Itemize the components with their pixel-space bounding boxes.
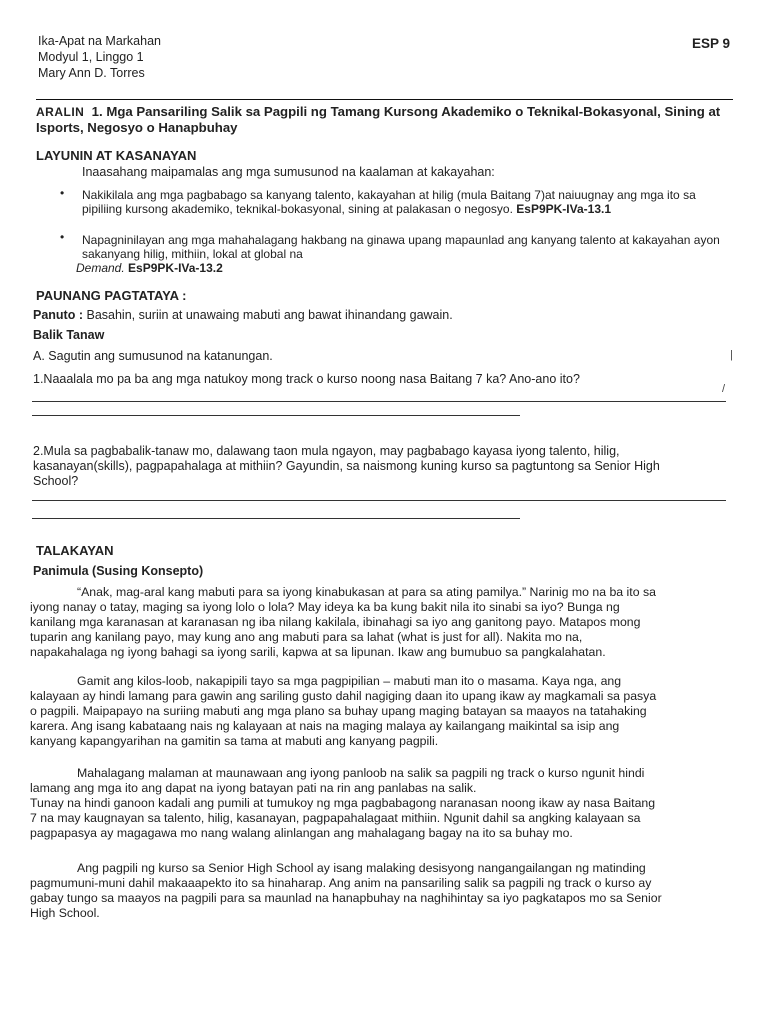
paragraph-2	[30, 674, 730, 749]
subject-code: ESP 9	[691, 36, 730, 51]
paragraph-line: iyong nanay o tatay, maging sa iyong lolo o lola? May ideya ka ba kung bakit nila ito sinabi sa iyo? Bunga ng	[30, 600, 620, 614]
lesson-title	[36, 104, 736, 135]
author-name: Mary Ann D. Torres	[38, 66, 145, 80]
question-2-line-2: kasanayan(skills), pagpapahalaga at mithiin? Gayundin, sa naismong kuning kurso sa pagtuntong sa Senior High	[33, 459, 660, 473]
paragraph-line: Ang pagpili ng kurso sa Senior High School ay isang malaking desisyong nangangailangan ng matinding	[77, 861, 646, 875]
paragraph-line: pagpapasya ay magagawa mo nang walang alinlangan ang mahalagang bagay na ito sa buhay mo.	[30, 826, 573, 840]
paragraph-line: kanyang kapangyarihan na gamitin sa tama at mabuti ang kanyang pagpili.	[30, 734, 439, 748]
question-2-line-3: School?	[33, 474, 79, 488]
objective-item-2	[82, 233, 722, 261]
paragraph-line: lamang ang mga ito ang dapat na iyong batayan pati na rin ang panlabas na salik.	[30, 781, 477, 795]
question-2	[33, 444, 733, 489]
objective-item-1-code: EsP9PK-IVa-13.1	[516, 202, 612, 216]
directions-text: Basahin, suriin at unawaing mabuti ang bawat ihinandang gawain.	[86, 308, 453, 322]
answer-line[interactable]	[32, 500, 726, 501]
paragraph-4	[30, 861, 730, 921]
discussion-subheading: Panimula (Susing Konsepto)	[33, 564, 204, 578]
objectives-intro: Inaasahang maipamalas ang mga sumusunod na kaalaman at kakayahan:	[82, 165, 495, 179]
margin-mark: /	[722, 383, 726, 395]
paragraph-line: o pagpili. Maipapayo na suriing mabuti ang mga plano sa buhay upang maging batayan sa maayos na tatahaking	[30, 704, 647, 718]
paragraph-line: karera. Ang isang kabataang nais ng kalayaan at nais na maging malaya ay kailangang maikintal sa isip ang	[30, 719, 620, 733]
paragraph-line: Gamit ang kilos-loob, nakapipili tayo sa mga pagpipilian – mabuti man ito o masama. Kaya nga, ang	[77, 674, 622, 688]
paragraph-line: napakahalaga ng iyong bahagi sa iyong sarili, kapwa at sa lipunan. Ikaw ang bumubuo sa pangkalahatan.	[30, 645, 606, 659]
objective-item-1-text: Nakikilala ang mga pagbabago sa kanyang talento, kakayahan at hilig (mula Baitang 7)at naiuugnay ang mga ito sa pipiliing kursong akademiko, teknikal-bokasyonal, sining at palakasan o negosyo.	[82, 188, 696, 216]
objective-item-2-text: Napagninilayan ang mga mahahalagang hakbang na ginawa upang mapaunlad ang kanyang talento at kakayahan ayon sakanyang hilig, mithiin, lokal at global na	[82, 233, 720, 261]
lesson-number: 1.	[91, 104, 103, 119]
answer-line[interactable]	[32, 401, 726, 402]
header-divider	[36, 99, 733, 100]
answer-line[interactable]	[32, 518, 520, 519]
objective-item-2-code: EsP9PK-IVa-13.2	[128, 261, 223, 275]
margin-mark: |	[730, 349, 733, 361]
document-header	[38, 33, 358, 81]
paragraph-line: “Anak, mag-aral kang mabuti para sa iyong kinabukasan at para sa ating pamilya.” Narinig mo na ba ito sa	[77, 585, 656, 599]
paragraph-line: High School.	[30, 906, 100, 920]
lesson-label: ARALIN	[36, 105, 85, 119]
paragraph-3	[30, 766, 730, 841]
paragraph-line: pagmumuni-muni dahil makaaapekto ito sa hinaharap. Ang anim na pansariling salik sa pagpili ng track o kurso ay	[30, 876, 652, 890]
pretest-directions	[33, 308, 733, 323]
lesson-title-text: Mga Pansariling Salik sa Pagpili ng Tamang Kursong Akademiko o Teknikal-Bokasyonal, Sining at Isports, Negosyo o Hanapbuhay	[36, 104, 721, 135]
paragraph-line: gabay tungo sa maayos na pagpili para sa maunlad na hanapbuhay na naghihintay sa iyo pagkatapos mo sa Senior	[30, 891, 662, 905]
part-a-instruction: A. Sagutin ang sumusunod na katanungan.	[33, 349, 273, 363]
directions-label: Panuto :	[33, 308, 83, 322]
bullet-icon: •	[60, 186, 65, 200]
paragraph-line: Tunay na hindi ganoon kadali ang pumili at tumukoy ng mga pagbabagong naranasan noong ikaw ay nasa Baitang	[30, 796, 656, 810]
paragraph-line: kalayaan ay hindi lamang para gawin ang sariling gusto dahil nagiging daan ito upang ikaw ay magkamali sa pasya	[30, 689, 657, 703]
paragraph-line: tuparin ang kanilang payo, may kung ano ang mabuti para sa lahat (what is just for all). Nakita mo na,	[30, 630, 583, 644]
question-2-line-1: 2.Mula sa pagbabalik-tanaw mo, dalawang taon mula ngayon, may pagbabago kayasa iyong talento, hilig,	[33, 444, 620, 458]
objective-item-1	[82, 188, 732, 216]
objectives-heading: LAYUNIN AT KASANAYAN	[36, 148, 197, 163]
review-heading: Balik Tanaw	[33, 328, 105, 342]
discussion-heading: TALAKAYAN	[36, 543, 114, 558]
paragraph-line: 7 na may kaugnayan sa talento, hilig, kasanayan, pagpapahalagaat mithiin. Ngunit dahil sa angking kalayaan sa	[30, 811, 641, 825]
answer-line[interactable]	[32, 415, 520, 416]
objective-item-2-demand: Demand.	[76, 261, 125, 275]
paragraph-line: Mahalagang malaman at maunawaan ang iyong panloob na salik sa pagpili ng track o kurso ngunit hindi	[77, 766, 645, 780]
quarter-label: Ika-Apat na Markahan	[38, 34, 161, 48]
question-1: 1.Naaalala mo pa ba ang mga natukoy mong track o kurso noong nasa Baitang 7 ka? Ano-ano ito?	[33, 372, 580, 386]
pretest-heading: PAUNANG PAGTATAYA :	[36, 288, 187, 303]
bullet-icon: •	[60, 230, 65, 244]
paragraph-1	[30, 585, 730, 660]
objective-item-2-tail	[76, 261, 223, 276]
module-label: Modyul 1, Linggo 1	[38, 50, 144, 64]
paragraph-line: kanilang mga karanasan at karanasan ng iba nilang kakilala, ibinahagi sa iyo ang ganitong payo. Matapos mong	[30, 615, 641, 629]
